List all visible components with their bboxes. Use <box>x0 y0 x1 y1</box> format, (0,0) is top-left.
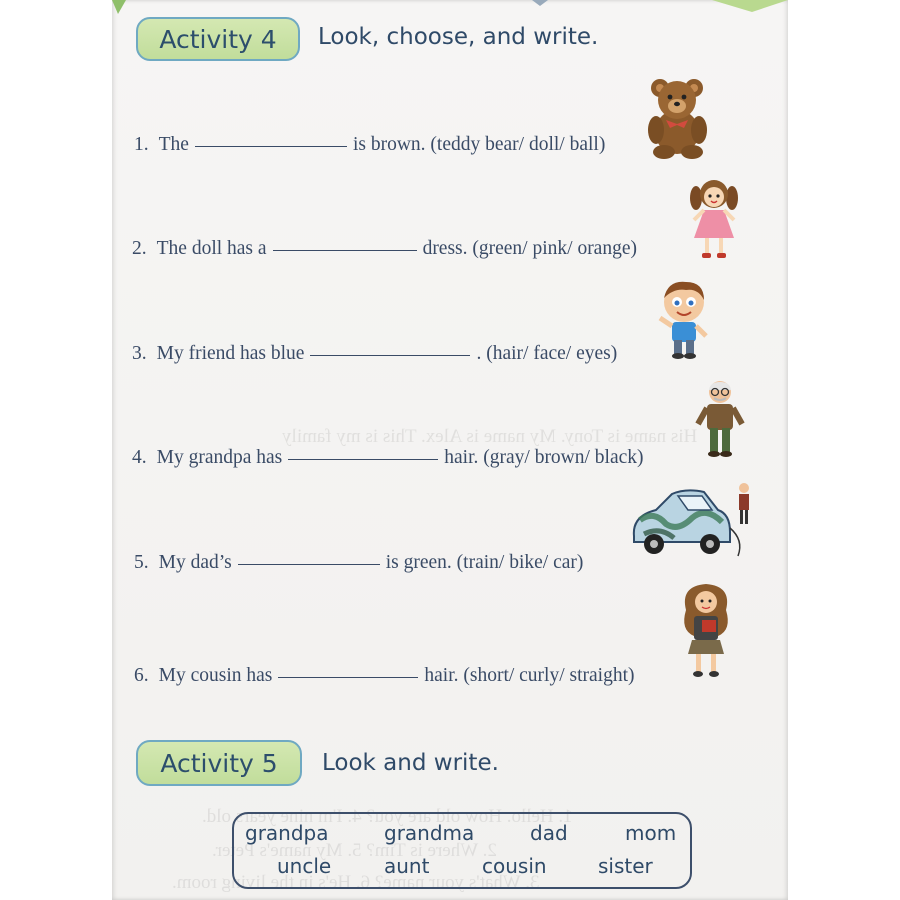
exercise-item-4 <box>132 447 644 469</box>
answer-blank[interactable] <box>273 249 417 251</box>
answer-blank[interactable] <box>195 145 347 147</box>
item-number: 5. <box>134 552 149 573</box>
exercise-item-3 <box>132 343 617 365</box>
item-number: 4. <box>132 447 147 468</box>
answer-blank[interactable] <box>238 563 380 565</box>
activity-4-badge-label: Activity 4 <box>159 24 277 54</box>
bleed-through-text: 1. Hello. How old are you? 4. I'm nine years old. <box>202 806 573 827</box>
exercise-item-6 <box>134 665 635 687</box>
activity-4-badge <box>136 17 300 61</box>
item-number: 6. <box>134 665 149 686</box>
word-bank-word: sister <box>598 854 653 878</box>
word-bank-word: grandma <box>384 821 475 845</box>
item-text-before: The <box>158 134 189 155</box>
item-text-after: hair. (gray/ brown/ black) <box>444 447 644 468</box>
item-text-before: My cousin has <box>158 665 273 686</box>
answer-blank[interactable] <box>278 676 418 678</box>
boy-icon <box>652 278 714 360</box>
activity-4-heading: Look, choose, and write. <box>318 24 599 50</box>
item-number: 3. <box>132 343 147 364</box>
word-bank-word: grandpa <box>245 821 329 845</box>
word-bank <box>232 812 692 889</box>
car-icon <box>626 480 754 568</box>
item-text-after: dress. (green/ pink/ orange) <box>422 238 637 259</box>
item-text-before: My friend has blue <box>156 343 305 364</box>
activity-5-badge <box>136 740 302 786</box>
item-text-before: My grandpa has <box>156 447 283 468</box>
doll-icon <box>686 178 742 260</box>
workbook-page <box>112 0 788 900</box>
item-text-after: . (hair/ face/ eyes) <box>476 343 618 364</box>
word-bank-word: uncle <box>277 854 332 878</box>
item-text-before: My dad’s <box>158 552 232 573</box>
activity-5-badge-label: Activity 5 <box>160 748 278 778</box>
exercise-item-2 <box>132 238 637 260</box>
top-decoration <box>112 0 788 14</box>
item-text-after: is brown. (teddy bear/ doll/ ball) <box>352 134 606 155</box>
bleed-through-text: 2. Where is Tim? 5. My name's Peter. <box>212 840 497 861</box>
teddy-bear-icon <box>642 74 714 160</box>
grandpa-icon <box>692 378 748 460</box>
item-number: 2. <box>132 238 147 259</box>
bleed-through-text: His name is Tony. My name is Alex. This is my family <box>282 426 698 447</box>
activity-5-heading: Look and write. <box>322 750 499 776</box>
exercise-item-1 <box>134 134 605 156</box>
word-bank-word: cousin <box>482 854 547 878</box>
item-text-after: is green. (train/ bike/ car) <box>385 552 584 573</box>
bleed-through-text: 3. What's your name? 6. He's in the living room. <box>172 872 540 893</box>
answer-blank[interactable] <box>310 354 470 356</box>
word-bank-word: dad <box>530 821 568 845</box>
exercise-item-5 <box>134 552 583 574</box>
word-bank-word: mom <box>625 821 677 845</box>
item-text-before: The doll has a <box>156 238 267 259</box>
item-number: 1. <box>134 134 149 155</box>
girl-icon <box>678 580 734 680</box>
word-bank-word: aunt <box>384 854 430 878</box>
answer-blank[interactable] <box>288 458 438 460</box>
item-text-after: hair. (short/ curly/ straight) <box>424 665 635 686</box>
